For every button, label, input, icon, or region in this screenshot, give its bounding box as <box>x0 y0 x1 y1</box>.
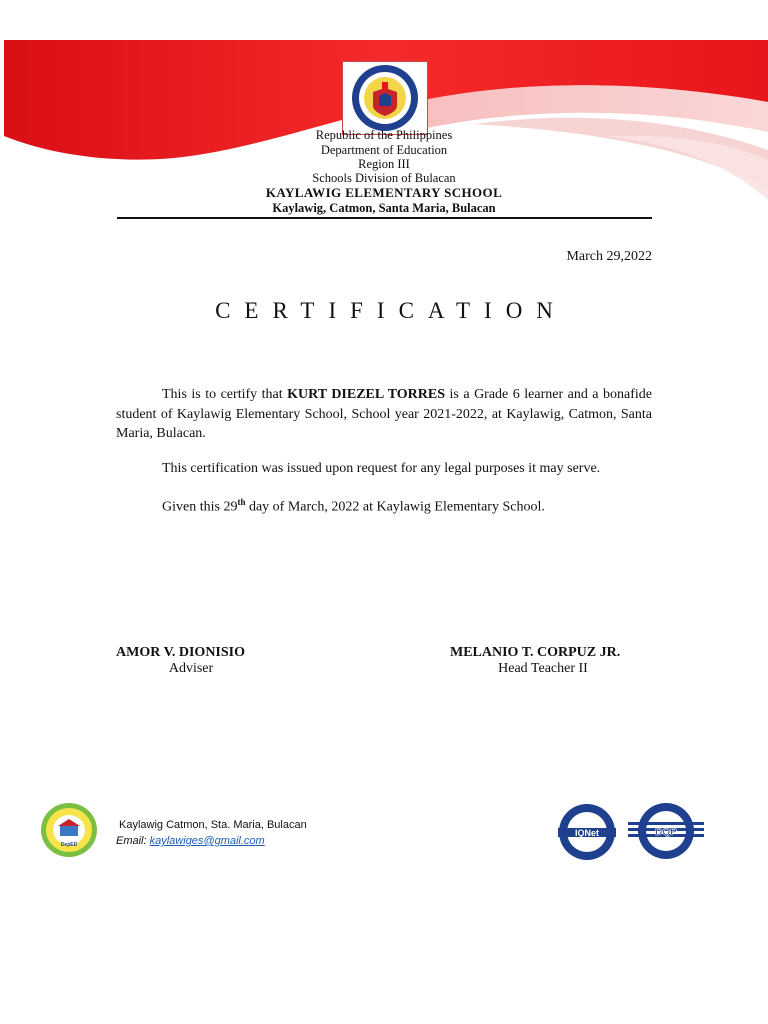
deped-seal-frame <box>342 61 428 135</box>
email-label: Email: <box>116 835 150 847</box>
document-title: CERTIFICATION <box>215 298 567 323</box>
school-address: Kaylawig, Catmon, Santa Maria, Bulacan <box>272 201 496 215</box>
iqnet-label: IQNet <box>574 828 600 838</box>
p1-suffix: is a Grade 6 learner and a bonafide student of Kaylawig Elementary School, School year 2021-2022, at Kaylawig, Catmon, Santa Maria, Bulacan. <box>116 387 652 441</box>
paragraph-certify <box>116 385 652 444</box>
p3-prefix: Given this 29 <box>162 499 238 515</box>
p3-superscript: th <box>237 497 246 507</box>
email-link[interactable]: kaylawiges@gmail.com <box>149 835 265 847</box>
footer-address: Kaylawig Catmon, Sta. Maria, Bulacan <box>119 819 307 831</box>
paragraph-given <box>116 493 652 517</box>
school-name: KAYLAWIG ELEMENTARY SCHOOL <box>265 185 503 200</box>
dqp-label: DQP <box>655 827 677 838</box>
header-divider <box>117 217 652 219</box>
header-line-division: Schools Division of Bulacan <box>312 171 456 185</box>
dqp-cert-icon <box>628 802 704 860</box>
adviser-role: Adviser <box>168 661 214 676</box>
head-teacher-role: Head Teacher II <box>498 661 588 676</box>
school-logo-sub: DepED <box>60 842 78 848</box>
document-date: March 29,2022 <box>566 249 652 264</box>
adviser-name: AMOR V. DIONISIO <box>116 645 246 660</box>
iqnet-cert-icon <box>556 803 618 861</box>
header-line-region: Region III <box>358 157 410 171</box>
paragraph-purpose: This certification was issued upon request for any legal purposes it may serve. <box>162 461 601 476</box>
school-logo-icon <box>40 802 98 858</box>
footer-email-line <box>116 835 265 847</box>
signatory-head-teacher <box>450 645 640 677</box>
signatory-adviser <box>116 645 266 677</box>
p1-prefix: This is to certify that <box>162 387 288 402</box>
head-teacher-name: MELANIO T. CORPUZ JR. <box>450 645 621 660</box>
header-line-republic: Republic of the Philippines <box>315 128 453 142</box>
deped-seal-icon <box>343 62 427 134</box>
p3-suffix: day of March, 2022 at Kaylawig Elementary School. <box>245 499 545 515</box>
header-line-deped: Department of Education <box>320 143 448 157</box>
student-name: KURT DIEZEL TORRES <box>287 387 446 402</box>
